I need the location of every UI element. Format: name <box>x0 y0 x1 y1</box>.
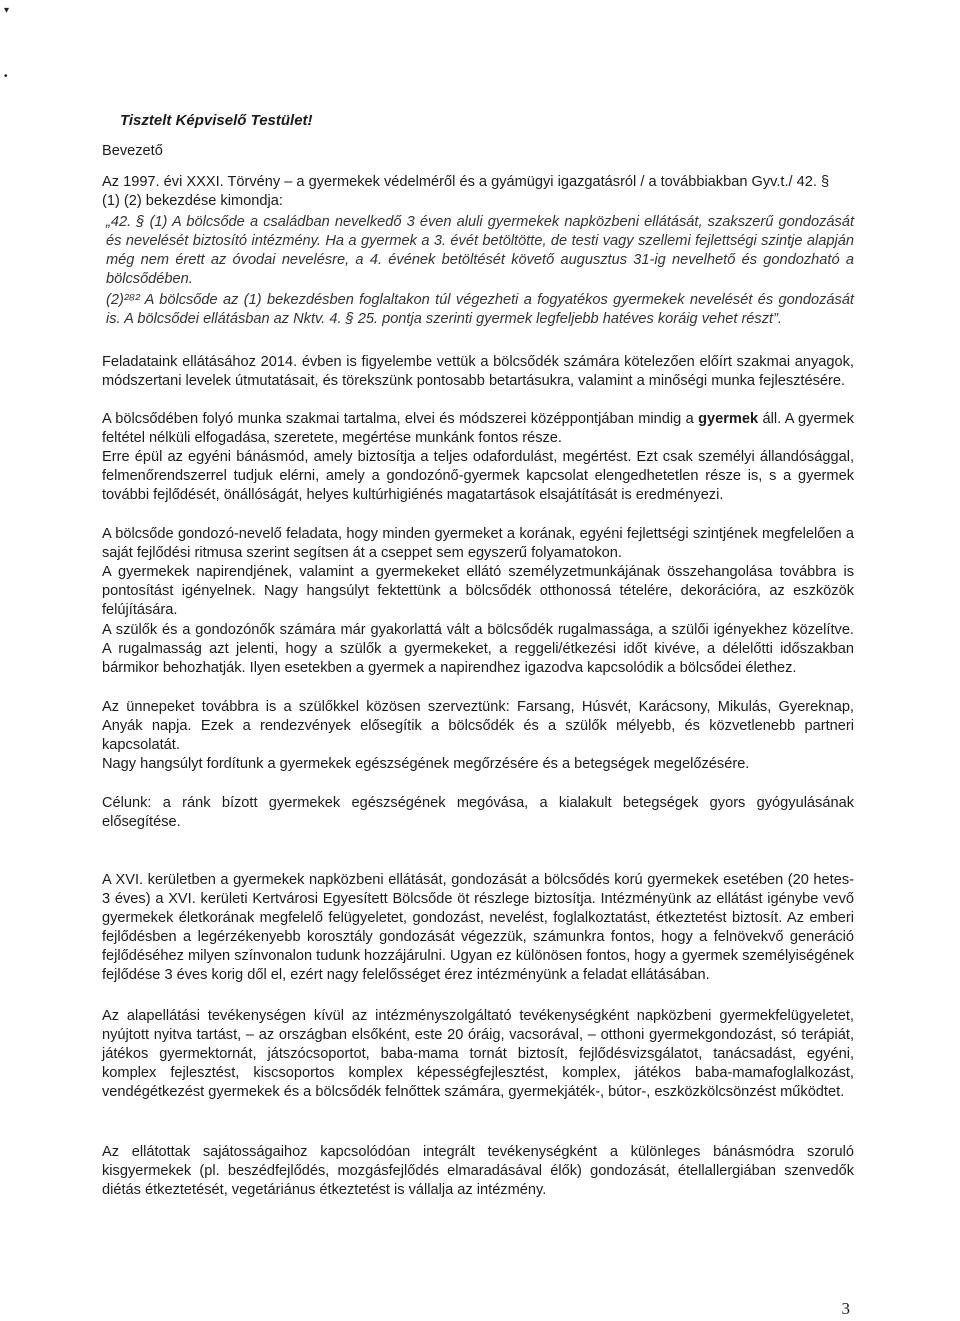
paragraph-special-care: Az ellátottak sajátosságaihoz kapcsolódóan integrált tevékenységként a különleges bánásmódra szoruló kisgyermekek (pl. beszédfejlődés, mozgásfejlődés elmaradásával élők) gondozását, étellallergiában szenvedők diétás étkeztetését, vegetáriánus étkeztetést is vállalja az intézmény. <box>102 1144 854 1199</box>
law-quote-paragraph-2: (2)²⁸² A bölcsőde az (1) bekezdésben foglaltakon túl végezheti a fogyatékos gyermekek nevelését és gondozását is. A bölcsődei ellátásban az Nktv. 4. § 25. pontja szerinti gyermek legfeljebb hatéves koráig vehet részt”. <box>106 292 854 328</box>
paragraph-district-service-b: Az emberi fejlődésben a legérzékenyebb korosztály gondozását végezzük, számunkra fontos, hogy a felnövekvő generáció fejlődéséhez milyen színvonalon tudunk hozzájárulni. Ugyan ez különösen fontos, hogy a gyermek személyiségének fejlődése 3 éves korig dől el, ezért nagy felelősséget érez intézményünk a feladat ellátásában. <box>102 910 855 984</box>
law-quote-paragraph-1: „42. § (1) A bölcsőde a családban nevelkedő 3 éven aluli gyermekek napközbeni ellátását, szakszerű gondozását és nevelését biztosító intézmény. Ha a gyermek a 3. évét betöltötte, de testi vagy szellemi fejlettségi szintje alapján még nem érett az óvodai nevelésre, a 4. évének betöltését követő augusztus 31-ig nevelhető és gondozható a bölcsődében. <box>106 214 854 288</box>
paragraph-goal: Célunk: a ránk bízott gyermekek egészségének megóvása, a kialakult betegségek gyors gyógyulásának elősegítése. <box>102 795 854 831</box>
margin-mark-bullet: • <box>4 71 8 82</box>
law-subsection-text: (1) (2) bekezdése kimondja: <box>102 193 283 210</box>
law-reference-text: Az 1997. évi XXXI. Törvény – a gyermekek védelméről és a gyámügyi igazgatásról / a továbbiakban Gyv.t./ 42. § <box>102 174 830 190</box>
section-heading: Bevezető <box>102 143 163 159</box>
paragraph-district-service <box>102 871 854 986</box>
paragraph-individual-care: Erre épül az egyéni bánásmód, amely biztosítja a teljes odafordulást, megértést. Ezt csak személyi állandósággal, felmenőrendszerrel tudjuk elérni, amely a gondozónő-gyermek kapcsolat elengedhetetlen része is, s a gyermek további fejlődését, önállóságát, helyes kultúrhigiénés magatartások elsajátítását is eredményezi. <box>102 449 854 504</box>
law-reference <box>102 173 854 211</box>
margin-mark-top: ▾ <box>4 5 10 16</box>
paragraph-child-focus-bold: gyermek <box>698 411 759 427</box>
page-title: Tisztelt Képviselő Testület! <box>120 112 313 129</box>
paragraph-celebrations: Az ünnepeket továbbra is a szülőkkel közösen szerveztünk: Farsang, Húsvét, Karácsony, Mikulás, Gyereknap, Anyák napja. Ezek a rendezvények elősegítik a bölcsődék és a szülők mélyebb, és közvetlenebb partneri kapcsolatát. <box>102 699 854 754</box>
paragraph-district-service-a: A XVI. kerületben a gyermekek napközbeni ellátását, gondozását a bölcsődés korú gyermekek esetében (20 hetes-3 éves) a XVI. kerületi Kertvárosi Egyesített Bölcsőde öt részlege biztosítja. Intézményünk az ellátást igénybe vevő gyermekek életkorának megfelelő felügyeletet, gondozást, nevelést, foglalkoztatást, étkeztetést biztosít. <box>102 872 854 927</box>
paragraph-extra-services: Az alapellátási tevékenységen kívül az intézményszolgáltató tevékenységként napközbeni gyermekfelügyeletet, nyújtott nyitva tartást, – az országban elsőként, este 20 óráig, vacsorával, – otthoni gyermekgondozást, só terápiát, játékos gyermektornát, játszócsoportot, baba-mama tornát biztosít, fejlődésvizsgálatot, tanácsadást, egyéni, komplex fejlesztést, kiscsoportos komplex képességfejlesztést, komplex, játékos baba-mamafoglalkozást, vendégétkezést gyermekek és a bölcsődék felnőttek számára, gyermekjáték-, bútor-, eszközkölcsönzést működtet. <box>102 1008 854 1101</box>
paragraph-daily-routine: A gyermekek napirendjének, valamint a gyermekeket ellátó személyzetmunkájának összehangolása továbbra is pontosítást igényelnek. Nagy hangsúlyt fektettünk a bölcsődék otthonossá tételére, dekorációra, az eszközök felújítására. <box>102 564 854 619</box>
paragraph-child-focus-a: A bölcsődében folyó munka szakmai tartalma, elvei és módszerei középpontjában mindig a <box>102 411 699 427</box>
paragraph-child-focus <box>102 410 854 448</box>
paragraph-health: Nagy hangsúlyt fordítunk a gyermekek egészségének megőrzésére és a betegségek megelőzésére. <box>102 756 750 772</box>
paragraph-flexibility: A szülők és a gondozónők számára már gyakorlattá vált a bölcsődék rugalmassága, a szülői igényekhez közelítve. A rugalmasság azt jelenti, hogy a szülők a gyermekeket, a reggeli/étkezési időt kivéve, a délelőtti időszakban bármikor behozhatják. Ilyen esetekben a gyermek a napirendhez igazodva kapcsolódik a bölcsődei élethez. <box>102 622 854 677</box>
paragraph-tasks: Feladataink ellátásához 2014. évben is figyelembe vettük a bölcsődék számára kötelezően előírt szakmai anyagok, módszertani levelek útmutatásait, és törekszünk pontosabb betartásukra, valamint a minőségi munka fejlesztésére. <box>102 354 854 390</box>
paragraph-caregiver-task: A bölcsőde gondozó-nevelő feladata, hogy minden gyermeket a korának, egyéni fejlettségi szintjének megfelelően a saját fejlődési ritmusa szerint segítsen át a cseppet sem egyszerű folyamatokon. <box>102 526 854 562</box>
paragraph-child-focus-c: áll. A gyermek feltétel nélküli elfogadása, szeretete, megértése munkánk fontos része. <box>102 411 854 447</box>
page-number: 3 <box>841 1299 850 1318</box>
